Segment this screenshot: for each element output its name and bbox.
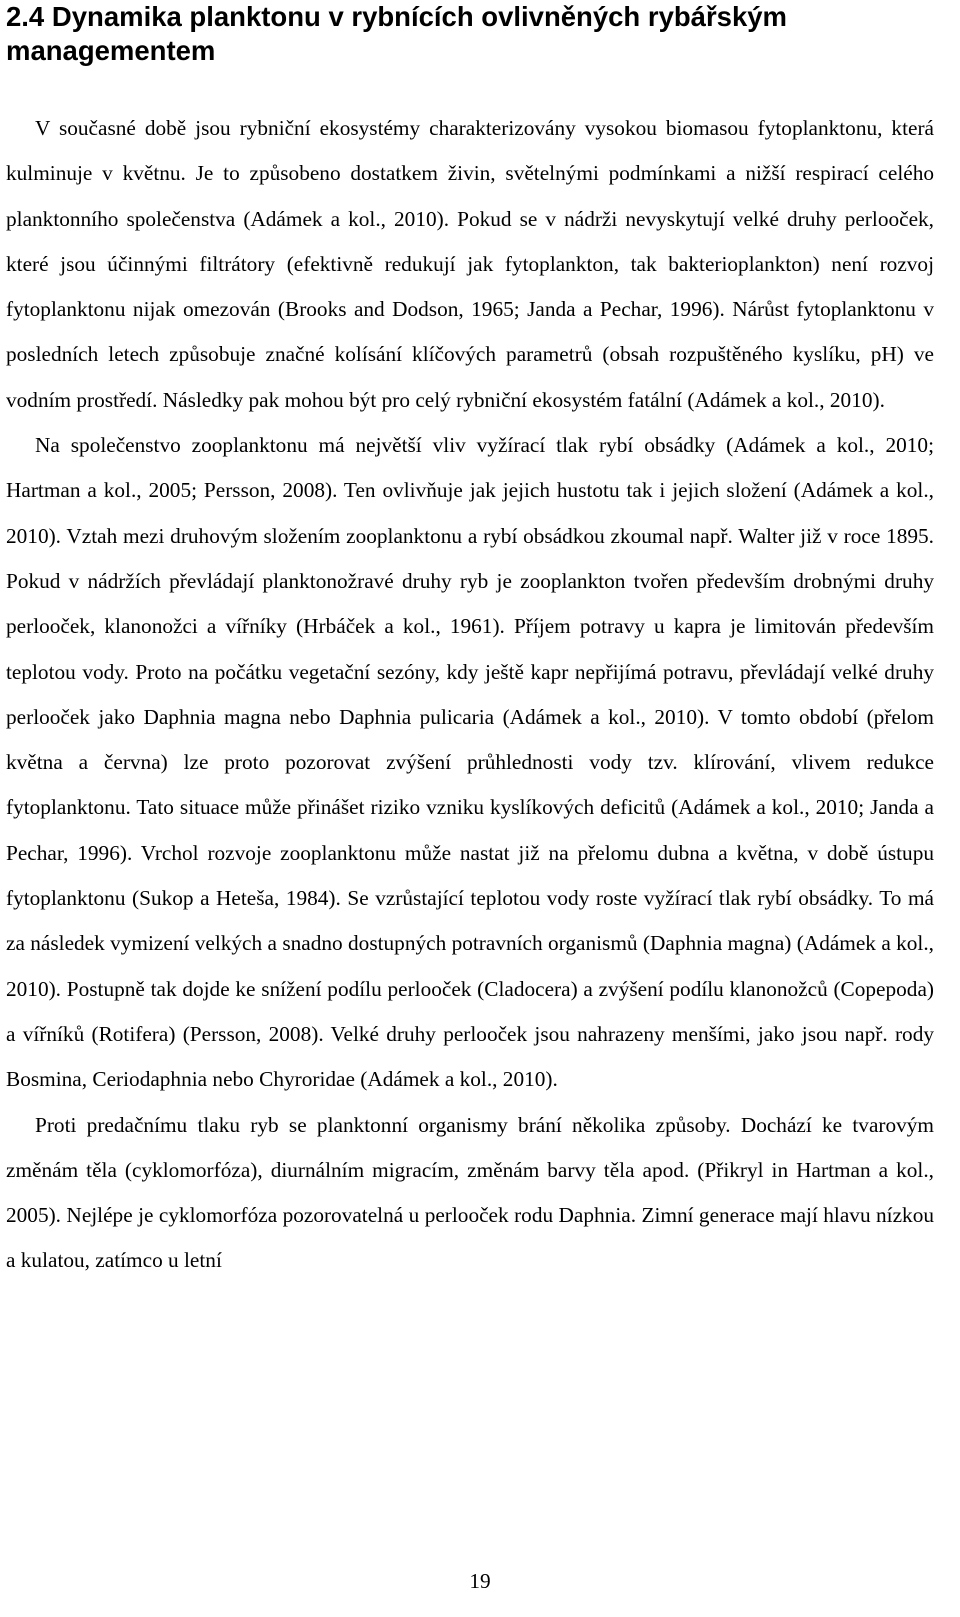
paragraph-1: V současné době jsou rybniční ekosystémy charakterizovány vysokou biomasou fytoplanktonu, která kulminuje v květnu. Je to způsobeno dostatkem živin, světelnými podmínkami a nižší respirací celého planktonního společenstva (Adámek a kol., 2010). Pokud se v nádrži nevyskytují velké druhy perlooček, které jsou účinnými filtrátory (efektivně redukují jak fytoplankton, tak bakterioplankton) není rozvoj fytoplanktonu nijak omezován (Brooks and Dodson, 1965; Janda a Pechar, 1996). Nárůst fytoplanktonu v posledních letech způsobuje značné kolísání klíčových parametrů (obsah rozpuštěného kyslíku, pH) ve vodním prostředí. Následky pak mohou být pro celý rybniční ekosystém fatální (Adámek a kol., 2010). <box>6 116 934 412</box>
paragraph-3: Proti predačnímu tlaku ryb se planktonní organismy brání několika způsoby. Dochází ke tvarovým změnám těla (cyklomorfóza), diurnálním migracím, změnám barvy těla apod. (Přikryl in Hartman a kol., 2005). Nejlépe je cyklomorfóza pozorovatelná u perlooček rodu Daphnia. Zimní generace mají hlavu nízkou a kulatou, zatímco u letní <box>6 1112 934 1273</box>
page-number: 19 <box>469 1569 491 1593</box>
paragraph-2: Na společenstvo zooplanktonu má největší vliv vyžírací tlak rybí obsádky (Adámek a kol., 2010; Hartman a kol., 2005; Persson, 2008). Ten ovlivňuje jak jejich hustotu tak i jejich složení (Adámek a kol., 2010). Vztah mezi druhovým složením zooplanktonu a rybí obsádkou zkoumal např. Walter již v roce 1895. Pokud v nádržích převládají planktonožravé druhy ryb je zooplankton tvořen především drobnými druhy perlooček, klanonožci a vířníky (Hrbáček a kol., 1961). Příjem potravy u kapra je limitován především teplotou vody. Proto na počátku vegetační sezóny, kdy ještě kapr nepřijímá potravu, převládají velké druhy perlooček jako Daphnia magna nebo Daphnia pulicaria (Adámek a kol., 2010). V tomto období (přelom května a června) lze proto pozorovat zvýšení průhlednosti vody tzv. klírování, vlivem redukce fytoplanktonu. Tato situace může přinášet riziko vzniku kyslíkových deficitů (Adámek a kol., 2010; Janda a Pechar, 1996). Vrchol rozvoje zooplanktonu může nastat již na přelomu dubna a května, v době ústupu fytoplanktonu (Sukop a Heteša, 1984). Se vzrůstající teplotou vody roste vyžírací tlak rybí obsádky. To má za následek vymizení velkých a snadno dostupných potravních organismů (Daphnia magna) (Adámek a kol., 2010). Postupně tak dojde ke snížení podílu perlooček (Cladocera) a zvýšení podílu klanonožců (Copepoda) a vířníků (Rotifera) (Persson, 2008). Velké druhy perlooček jsou nahrazeny menšími, jako jsou např. rody Bosmina, Ceriodaphnia nebo Chyroridae (Adámek a kol., 2010). <box>6 433 934 1092</box>
section-heading: 2.4 Dynamika planktonu v rybnících ovlivněných rybářským managementem <box>6 1 787 66</box>
body-text <box>6 106 934 1284</box>
